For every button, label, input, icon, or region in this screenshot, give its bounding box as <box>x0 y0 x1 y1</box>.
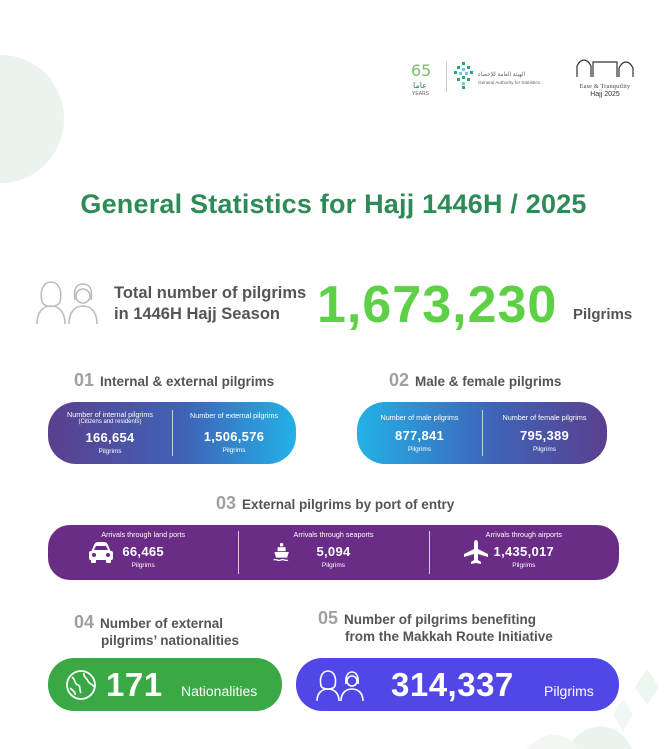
cell-unit: Pilgrims <box>98 448 122 455</box>
cell-label: Arrivals through airports <box>485 530 562 539</box>
male-pilgrims-cell <box>357 402 482 464</box>
section-05-heading <box>318 610 553 645</box>
hajj-year: Hajj 2025 <box>590 91 620 98</box>
section-number: 03 <box>216 493 237 513</box>
section-number: 05 <box>318 608 339 628</box>
pilgrims-icon <box>29 278 107 326</box>
section-02-heading <box>389 372 561 390</box>
total-pilgrims-label <box>114 283 306 325</box>
section-number: 04 <box>74 612 95 632</box>
section-title-line1: Number of external <box>100 616 224 631</box>
seaports-cell <box>238 525 428 580</box>
hajj-tagline: Ease & Tranquility <box>579 83 631 90</box>
cell-unit: Pilgrims <box>222 447 246 454</box>
hajj-2025-logo <box>573 56 637 100</box>
svg-text:عاما: عاما <box>413 81 427 90</box>
airports-text <box>429 531 619 569</box>
pilgrims-icon <box>314 668 366 702</box>
gastat-english-name: General Authority for Statistics <box>478 80 540 85</box>
female-pilgrims-value: 795,389 <box>519 427 570 443</box>
total-pilgrims-unit: Pilgrims <box>573 306 633 323</box>
internal-external-pill <box>48 402 296 464</box>
hajj-arch-icon <box>573 56 637 78</box>
svg-text:65: 65 <box>411 61 432 80</box>
airports-value: 1,435,017 <box>493 544 555 559</box>
makkah-route-unit: Pilgrims <box>544 683 594 699</box>
cell-unit: Pilgrims <box>321 562 346 569</box>
female-pilgrims-cell <box>482 402 607 464</box>
section-title: Male & female pilgrims <box>415 374 562 389</box>
internal-pilgrims-value: 166,654 <box>85 430 135 445</box>
cell-unit: Pilgrims <box>407 445 432 453</box>
globe-icon <box>64 668 98 702</box>
section-title-line2: pilgrims’ nationalities <box>101 633 240 648</box>
section-title-line2: from the Makkah Route Initiative <box>345 629 553 644</box>
section-number: 01 <box>74 370 95 390</box>
section-title-line1: Number of pilgrims benefiting <box>344 612 537 627</box>
page-title: General Statistics for Hajj 1446H / 2025 <box>80 189 587 219</box>
total-label-line2: in 1446H Hajj Season <box>114 305 280 323</box>
gastat-logo-icon <box>452 60 476 90</box>
gender-pill <box>357 402 607 464</box>
external-pilgrims-value: 1,506,576 <box>203 429 265 444</box>
external-pilgrims-cell <box>172 402 296 464</box>
cell-sublabel: (Citizens and residents) <box>78 419 142 425</box>
cell-unit: Pilgrims <box>532 445 557 453</box>
gastat-arabic-name: الهيئة العامة للإحصاء <box>478 72 526 78</box>
land-ports-cell <box>48 525 238 580</box>
seaports-value: 5,094 <box>316 544 351 559</box>
land-ports-text <box>48 531 238 569</box>
section-01-heading <box>74 372 274 390</box>
seaports-text <box>238 531 428 569</box>
nationalities-value: 171 <box>106 666 163 703</box>
total-label-line1: Total number of pilgrims <box>114 284 307 302</box>
cell-label: Arrivals through land ports <box>101 530 186 539</box>
total-pilgrims-value: 1,673,230 <box>317 276 558 334</box>
cell-label: Number of male pilgrims <box>380 412 459 422</box>
svg-text:YEARS: YEARS <box>412 91 429 97</box>
cell-label: Arrivals through seaports <box>293 530 374 539</box>
section-04-heading <box>74 614 239 649</box>
cell-unit: Pilgrims <box>131 562 155 569</box>
makkah-route-value: 314,337 <box>391 666 514 703</box>
land-ports-value: 66,465 <box>122 544 164 559</box>
nationalities-unit: Nationalities <box>181 683 258 699</box>
logo-separator <box>446 62 447 92</box>
section-title: External pilgrims by port of entry <box>242 497 455 512</box>
cell-label: Number of internal pilgrims <box>67 410 153 419</box>
section-03-heading <box>216 495 454 513</box>
cell-label: Number of female pilgrims <box>502 412 587 422</box>
anniversary-65-logo <box>405 58 445 98</box>
gastat-logo-text <box>478 72 568 85</box>
cell-unit: Pilgrims <box>512 562 536 569</box>
decorative-circle <box>0 55 64 183</box>
airports-cell <box>429 525 619 580</box>
internal-pilgrims-cell <box>48 402 172 464</box>
cell-label: Number of external pilgrims <box>190 411 278 420</box>
makkah-route-pill <box>296 658 619 711</box>
section-number: 02 <box>389 370 410 390</box>
nationalities-pill <box>48 658 282 711</box>
male-pilgrims-value: 877,841 <box>394 427 445 443</box>
section-title: Internal & external pilgrims <box>100 374 275 389</box>
ports-pill <box>48 525 619 580</box>
